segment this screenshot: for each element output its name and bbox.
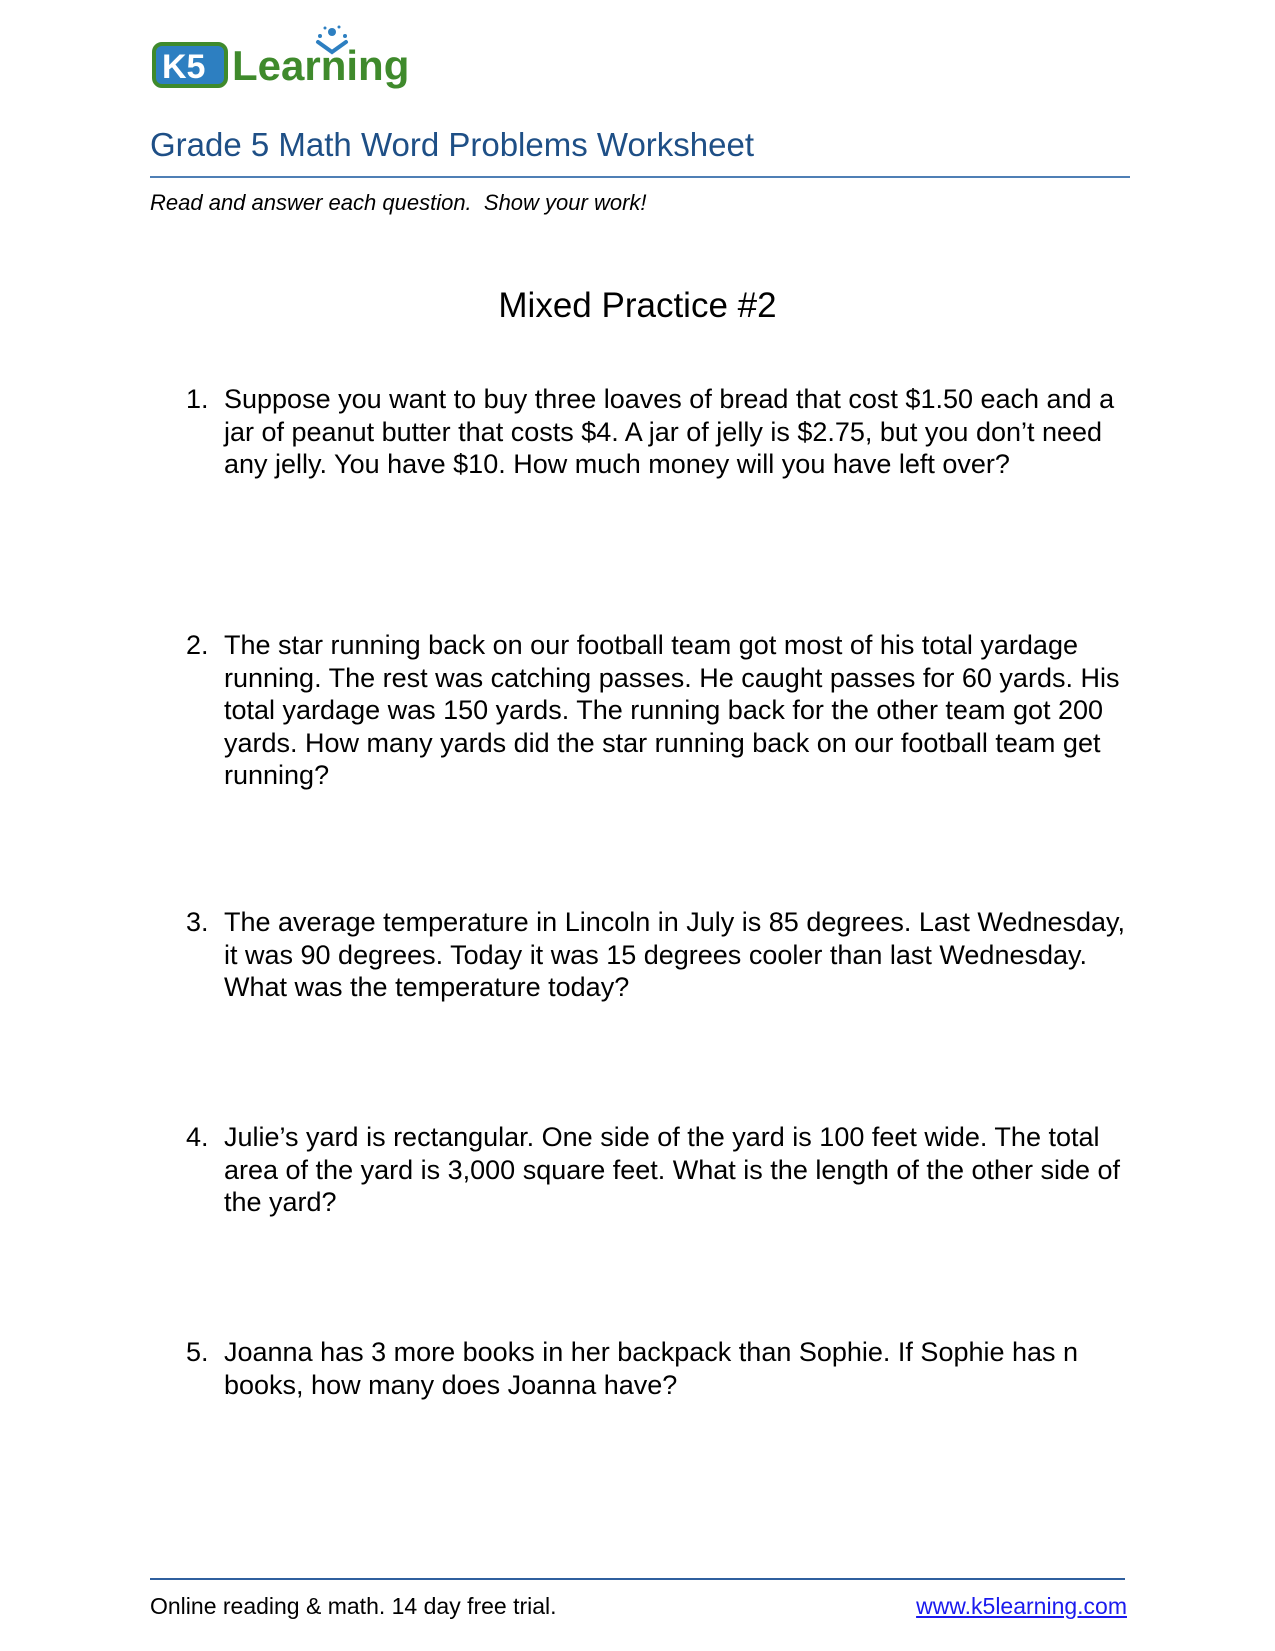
question-3: [186, 906, 1131, 1004]
question-number: 4.: [186, 1122, 209, 1152]
question-number: 2.: [186, 630, 209, 660]
footer-divider: [150, 1578, 1125, 1580]
worksheet-heading: Mixed Practice #2: [498, 286, 777, 325]
question-text: Julie’s yard is rectangular. One side of the yard is 100 feet wide. The total area of the yard is 3,000 square feet. What is the length of the other side of the yard?: [224, 1122, 1121, 1217]
question-text: Joanna has 3 more books in her backpack than Sophie. If Sophie has n books, how many does Joanna have?: [224, 1337, 1079, 1400]
title-divider: [150, 176, 1130, 178]
footer-tagline: Online reading & math. 14 day free trial.: [150, 1593, 557, 1619]
question-text: The star running back on our football team got most of his total yardage running. The rest was catching passes. He caught passes for 60 yards. His total yardage was 150 yards. The running back for the other team got 200 yards. How many yards did the star running back on our football team get running?: [224, 630, 1120, 790]
logo-word: Learning: [232, 42, 410, 89]
question-number: 1.: [186, 384, 209, 414]
logo-badge-text: K5: [162, 48, 206, 86]
question-number: 5.: [186, 1337, 209, 1367]
worksheet-title: Grade 5 Math Word Problems Worksheet: [150, 126, 755, 163]
question-text: Suppose you want to buy three loaves of bread that cost $1.50 each and a jar of peanut butter that costs $4. A jar of jelly is $2.75, but you don’t need any jelly. You have $10. How much money will you have left over?: [224, 384, 1115, 479]
instructions-text: Read and answer each question. Show your work!: [150, 190, 647, 215]
question-1: [186, 383, 1131, 481]
question-4: [186, 1121, 1131, 1219]
question-2: [186, 629, 1131, 792]
question-text: The average temperature in Lincoln in July is 85 degrees. Last Wednesday, it was 90 degrees. Today it was 15 degrees cooler than last Wednesday. What was the temperature today?: [224, 907, 1126, 1002]
k5-learning-logo: [152, 22, 422, 94]
footer-website-link[interactable]: www.k5learning.com: [916, 1593, 1127, 1619]
logo-graphic: [152, 22, 422, 94]
question-5: [186, 1336, 1131, 1401]
question-number: 3.: [186, 907, 209, 937]
